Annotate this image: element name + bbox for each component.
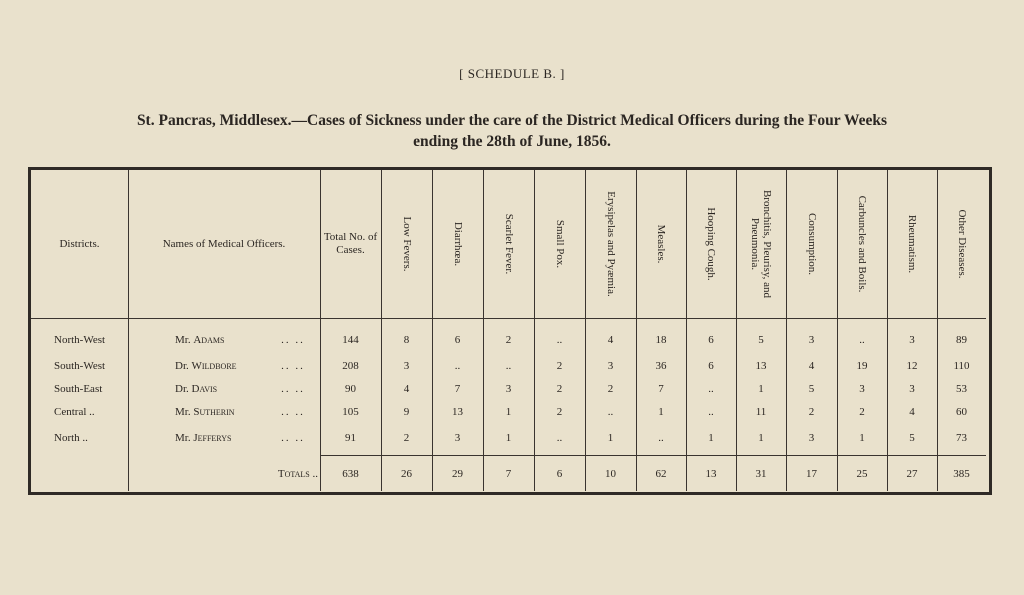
table-cell: 1: [758, 383, 764, 395]
table-cell: ..: [859, 334, 865, 346]
table-cell: 53: [956, 383, 967, 395]
district-name: North-West: [54, 334, 106, 346]
schedule-label: [ SCHEDULE B. ]: [459, 66, 565, 81]
officer-surname: Davis: [191, 383, 218, 395]
table-cell: 3: [403, 360, 410, 372]
table-cell: 3: [909, 383, 915, 395]
totals-cell: 6: [556, 468, 563, 480]
header-disease: Diarrhœa.: [451, 221, 464, 267]
table-cell: 9: [403, 406, 410, 418]
header-districts: Districts.: [59, 237, 100, 250]
totals-cell: 7: [505, 468, 512, 480]
table-cell: 2: [859, 406, 865, 418]
header-disease: Rheumatism.: [906, 214, 918, 274]
totals-word: Totals: [277, 468, 310, 480]
table-cell: 2: [808, 406, 815, 418]
table-cell: 2: [505, 334, 512, 346]
table-cell: 12: [906, 360, 918, 372]
header-disease: Bronchitis, Pleurisy, and Pneumonia.: [749, 189, 773, 299]
table-cell: ..: [454, 360, 461, 372]
total-cases: 208: [342, 360, 359, 372]
table-cell: 7: [658, 383, 664, 395]
table-cell: 3: [808, 432, 815, 444]
table-cell: 5: [758, 334, 764, 346]
total-cases: 105: [342, 406, 359, 418]
table-cell: 6: [708, 360, 714, 372]
header-officers: Names of Medical Officers.: [162, 237, 286, 250]
officer-title: Mr.: [175, 432, 194, 444]
table-cell: 19: [856, 360, 868, 372]
table-cell: 6: [708, 334, 714, 346]
table-cell: 8: [403, 334, 410, 346]
total-cases: 91: [345, 432, 356, 444]
table-cell: 2: [556, 360, 563, 372]
table-cell: 3: [909, 334, 915, 346]
totals-cell: 29: [452, 468, 463, 480]
totals-total-cases: 638: [342, 468, 359, 480]
table-cell: 1: [859, 432, 865, 444]
leader-dots: .. ..: [281, 432, 305, 444]
header-disease: Erysipelas and Pyæmia.: [604, 191, 617, 297]
header-rule: [31, 318, 986, 319]
table-cell: 4: [808, 360, 815, 372]
header-disease: Hooping Cough.: [705, 207, 717, 281]
leader-dots: .. ..: [281, 383, 305, 395]
table-cell: 110: [953, 360, 970, 372]
totals-cell: 31: [755, 468, 767, 480]
table-cell: 1: [607, 432, 614, 444]
column-rule: [128, 170, 129, 491]
officer-title: Dr.: [175, 383, 192, 395]
officer-surname: Jefferys: [193, 432, 232, 444]
district-name: South-West: [54, 360, 106, 372]
table-cell: 1: [758, 432, 764, 444]
officer-title: Dr.: [175, 360, 192, 372]
table-cell: 3: [607, 360, 614, 372]
district-name: Central ..: [54, 406, 95, 418]
table-cell: 3: [808, 334, 815, 346]
total-cases: 90: [345, 383, 356, 395]
title-line-2: ending the 28th of June, 1856.: [413, 133, 611, 150]
header-disease: Measles.: [655, 224, 667, 264]
table-cell: 60: [956, 406, 967, 418]
total-cases: 144: [342, 334, 359, 346]
totals-cell: 26: [401, 468, 412, 480]
totals-dots: ..: [309, 468, 318, 480]
table-cell: 89: [956, 334, 967, 346]
table-cell: ..: [607, 406, 614, 418]
district-name: South-East: [54, 383, 103, 395]
table-cell: 11: [755, 406, 767, 418]
table-cell: 1: [708, 432, 714, 444]
table-cell: 18: [655, 334, 667, 346]
table-cell: 2: [607, 383, 614, 395]
totals-cell: 13: [705, 468, 717, 480]
page-title: [20, 110, 1004, 152]
table-cell: 5: [808, 383, 815, 395]
totals-cell: 62: [655, 468, 667, 480]
table-cell: 13: [452, 406, 463, 418]
totals-cell: 25: [856, 468, 868, 480]
header-disease: Small Pox.: [553, 219, 566, 269]
leader-dots: .. ..: [281, 406, 305, 418]
header-disease: Other Diseases.: [955, 209, 968, 279]
table-cell: 1: [505, 406, 512, 418]
officer-title: Mr.: [175, 334, 194, 346]
officer-surname: Wildbore: [191, 360, 237, 372]
table-cell: 5: [909, 432, 915, 444]
title-line-1: St. Pancras, Middlesex.—Cases of Sickness under the care of the District Medical Officers during the Four Weeks: [136, 112, 888, 129]
table-cell: 13: [755, 360, 767, 372]
table-cell: 2: [403, 432, 410, 444]
table-cell: 3: [505, 383, 512, 395]
totals-cell: 17: [806, 468, 817, 480]
totals-cell: 27: [906, 468, 918, 480]
leader-dots: .. ..: [281, 334, 305, 346]
table-cell: 1: [505, 432, 512, 444]
table-cell: ..: [556, 334, 563, 346]
table-cell: 3: [859, 383, 865, 395]
table-cell: 4: [607, 334, 614, 346]
totals-label: [254, 467, 318, 481]
table-cell: 2: [556, 383, 563, 395]
leader-dots: .. ..: [281, 360, 305, 372]
table-cell: 4: [909, 406, 915, 418]
totals-cell: 385: [953, 468, 970, 480]
table-cell: 7: [454, 383, 461, 395]
table-cell: 36: [655, 360, 667, 372]
officer-surname: Adams: [193, 334, 225, 346]
table-cell: ..: [708, 383, 714, 395]
district-name: North ..: [54, 432, 88, 444]
table-cell: 3: [454, 432, 461, 444]
table-cell: ..: [556, 432, 563, 444]
totals-cell: 10: [605, 468, 616, 480]
header-disease: Scarlet Fever.: [502, 213, 515, 275]
table-cell: ..: [505, 360, 512, 372]
header-disease: Consumption.: [805, 212, 818, 276]
header-disease: Low Fevers.: [400, 216, 413, 272]
table-cell: 6: [454, 334, 461, 346]
header-total-cases: Total No. of Cases.: [323, 231, 378, 256]
officer-title: Mr.: [175, 406, 194, 418]
table-cell: 73: [956, 432, 967, 444]
table-cell: 2: [556, 406, 563, 418]
table-cell: 4: [403, 383, 410, 395]
table-cell: ..: [658, 432, 664, 444]
header-disease: Carbuncles and Boils.: [856, 195, 868, 293]
officer-surname: Sutherin: [193, 406, 235, 418]
table-cell: ..: [708, 406, 714, 418]
table-cell: 1: [658, 406, 664, 418]
